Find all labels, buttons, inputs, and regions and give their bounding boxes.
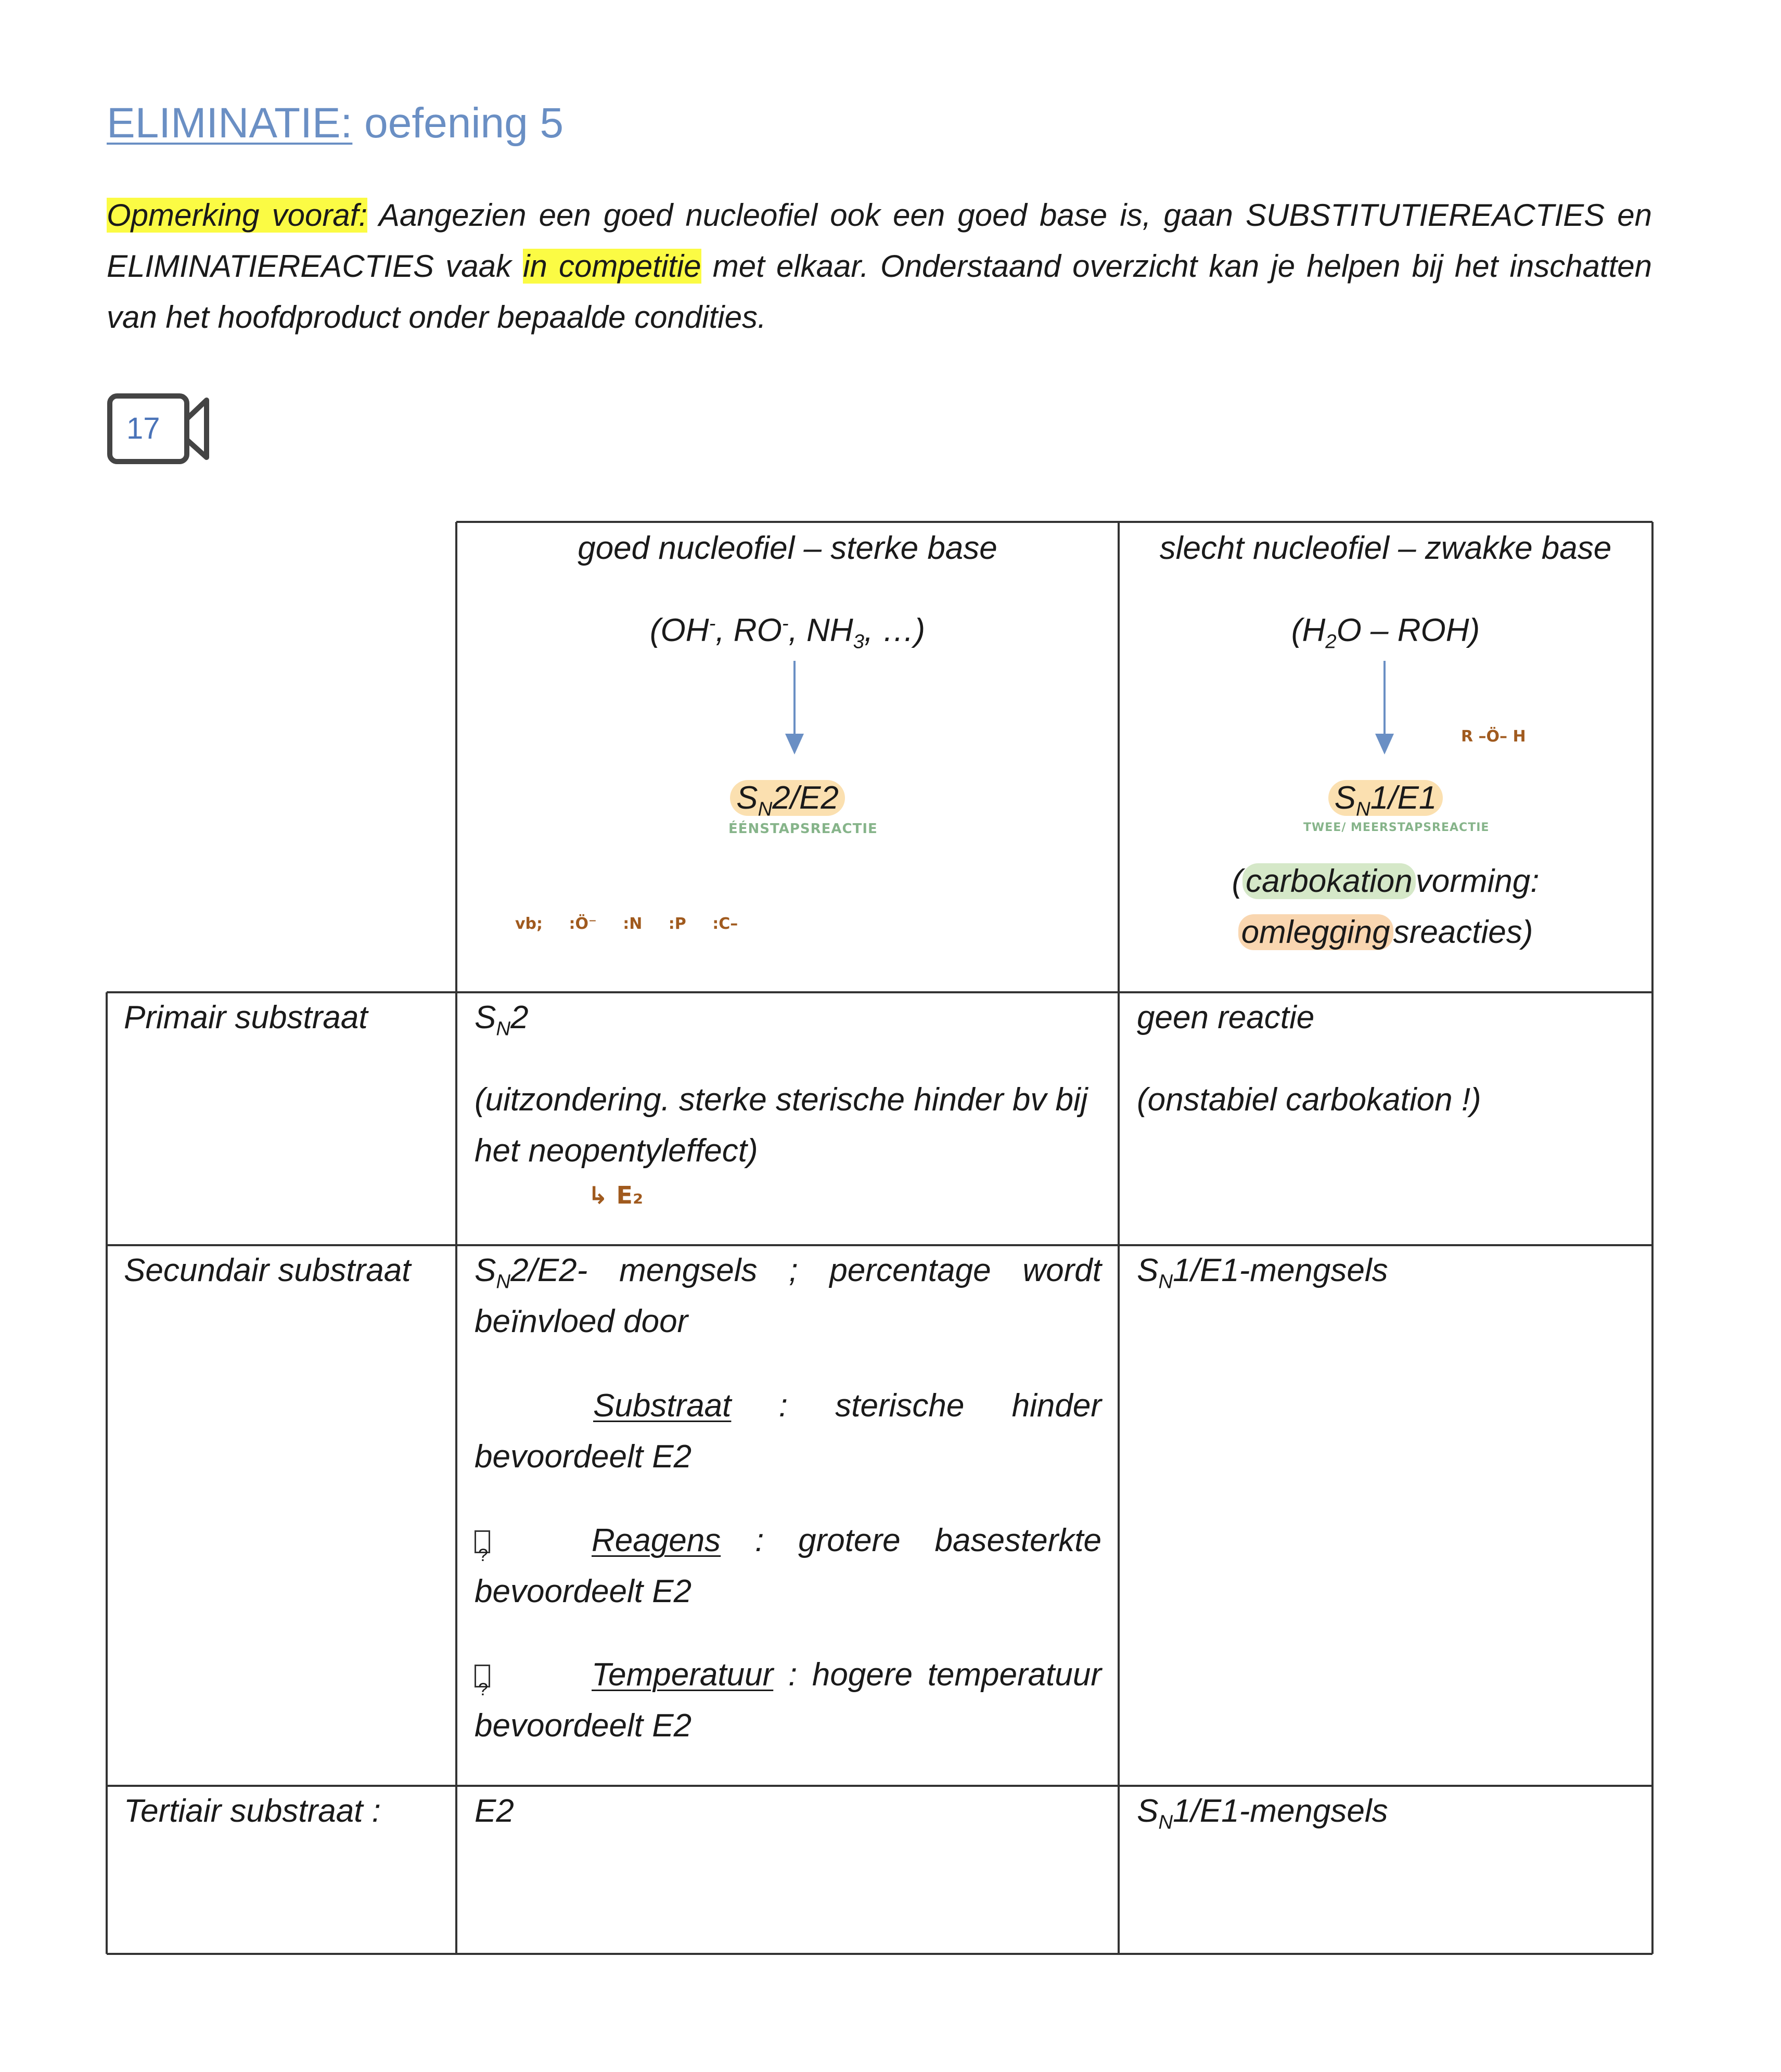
row-primair-label: Primair substraat <box>124 1000 368 1035</box>
col1-mechanism <box>456 773 1119 824</box>
col2-mech-sub: N <box>1356 798 1370 821</box>
row-secundair-col1-intro <box>475 1245 1101 1347</box>
row-secundair-sub: N <box>496 1270 511 1293</box>
col2-examples <box>1119 605 1652 656</box>
intro-competition-highlight: in competitie <box>523 249 701 284</box>
video-number: 17 <box>126 412 160 445</box>
bullet-glyph-icon <box>475 1665 490 1687</box>
col2-carbo-highlight: carbokation <box>1242 863 1416 899</box>
row-secundair-c2-sub: N <box>1158 1270 1173 1293</box>
row-primair-s: S <box>475 1000 496 1035</box>
col2-ex-close: O – ROH) <box>1336 612 1480 648</box>
row-primair-col1-note: (uitzondering. sterke sterische hinder bv bij het neopentyleffect) <box>475 1082 1088 1169</box>
col2-mech-rest: 1/E1 <box>1370 780 1437 816</box>
row-tertiair-c2-rest: 1/E1-mengsels <box>1173 1793 1388 1829</box>
col1-green-note: ÉÉNSTAPSREACTIE <box>728 821 878 837</box>
row-primair-col1-main <box>475 992 529 1043</box>
col2-carbo-rest: vorming: <box>1415 863 1540 899</box>
row-secundair-factor-substraat <box>475 1380 1101 1482</box>
col1-ex-nh: , NH <box>788 612 853 648</box>
col2-omleg-highlight: omlegging <box>1238 914 1393 950</box>
factor-substraat-text: : sterische hinder bevoordeelt E2 <box>475 1388 1101 1475</box>
col2-carbokation-line <box>1119 856 1652 907</box>
col1-examples <box>456 605 1119 656</box>
factor-temperatuur-text: : hogere temperatuur bevoordeelt E2 <box>475 1657 1101 1744</box>
factor-reagens-text: : grotere basesterkte bevoordeelt E2 <box>475 1523 1101 1609</box>
factor-temperatuur-name: Temperatuur <box>592 1657 774 1693</box>
col2-ex-h: (H <box>1291 612 1326 648</box>
row-secundair-factor-reagens <box>475 1515 1101 1617</box>
bullet-glyph-icon <box>475 1530 490 1553</box>
row-tertiair-label: Tertiair substraat : <box>124 1793 381 1829</box>
col1-header: goed nucleofiel – sterke base <box>578 530 997 566</box>
col2-green-note: TWEE/ MEERSTAPSREACTIE <box>1303 821 1490 834</box>
col1-mech-sub: N <box>758 798 773 821</box>
row-tertiair-c2-s: S <box>1137 1793 1159 1829</box>
factor-reagens-name: Reagens <box>592 1523 721 1558</box>
row-secundair-rest: 2/E2- mengsels ; percentage wordt beïnvloed door <box>475 1252 1101 1339</box>
col2-mechanism <box>1119 773 1652 824</box>
title-link[interactable]: ELIMINATIE: <box>107 99 353 147</box>
row-secundair-label: Secundair substraat <box>124 1252 411 1288</box>
intro-part2: met elkaar. Onderstaand overzicht kan je helpen bij het inschatten van het hoofdproduct onder bepaalde condities. <box>107 249 1652 335</box>
row-secundair-s: S <box>475 1252 496 1288</box>
col1-ex-ro: , RO <box>715 612 782 648</box>
row-secundair-col2 <box>1137 1245 1388 1296</box>
col2-omleg-rest: sreacties) <box>1393 914 1533 950</box>
intro-part1: Aangezien een goed nucleofiel ook een goed base is, gaan SUBSTITUTIEREACTIES en ELIMINATIEREACTIES vaak <box>107 198 1652 284</box>
row-secundair-c2-rest: 1/E1-mengsels <box>1173 1252 1388 1288</box>
col1-ex-oh: (OH <box>649 612 709 648</box>
col2-brown-note: R –Ö– H <box>1461 727 1526 746</box>
col1-ex-sup1: - <box>709 612 716 635</box>
col1-ex-sub3: 3 <box>853 630 864 653</box>
col1-ex-close: , …) <box>864 612 926 648</box>
col2-omlegging-line <box>1119 907 1652 958</box>
factor-substraat-name: Substraat <box>593 1388 732 1424</box>
row-primair-sub: N <box>496 1017 511 1040</box>
col1-mechanism-highlight <box>730 780 845 821</box>
col2-header: slecht nucleofiel – zwakke base <box>1159 530 1612 566</box>
col1-ex-sup2: - <box>781 612 789 635</box>
intro-lead-highlight: Opmerking vooraf: <box>107 198 368 233</box>
row-tertiair-col1: E2 <box>475 1793 514 1829</box>
row-secundair-factor-temperatuur <box>475 1649 1101 1751</box>
col2-carbo-open: ( <box>1232 863 1243 899</box>
row-primair-arrow-note: ↳ E₂ <box>588 1181 644 1209</box>
col2-ex-sub1: 2 <box>1325 630 1337 653</box>
row-tertiair-c2-sub: N <box>1158 1811 1173 1834</box>
col1-mech-s: S <box>736 780 758 816</box>
row-primair-col2-main: geen reactie <box>1137 1000 1315 1035</box>
col2-mechanism-highlight <box>1328 780 1443 821</box>
col1-mech-rest: 2/E2 <box>772 780 839 816</box>
title-rest: oefening 5 <box>352 99 564 147</box>
row-secundair-c2-s: S <box>1137 1252 1159 1288</box>
row-tertiair-col2 <box>1137 1786 1388 1837</box>
col1-brown-note: vb; :Ö⁻ :N :P :C– <box>515 915 738 933</box>
row-primair-rest: 2 <box>510 1000 529 1035</box>
col2-mech-s: S <box>1334 780 1356 816</box>
row-primair-col2-note: (onstabiel carbokation !) <box>1137 1082 1481 1118</box>
